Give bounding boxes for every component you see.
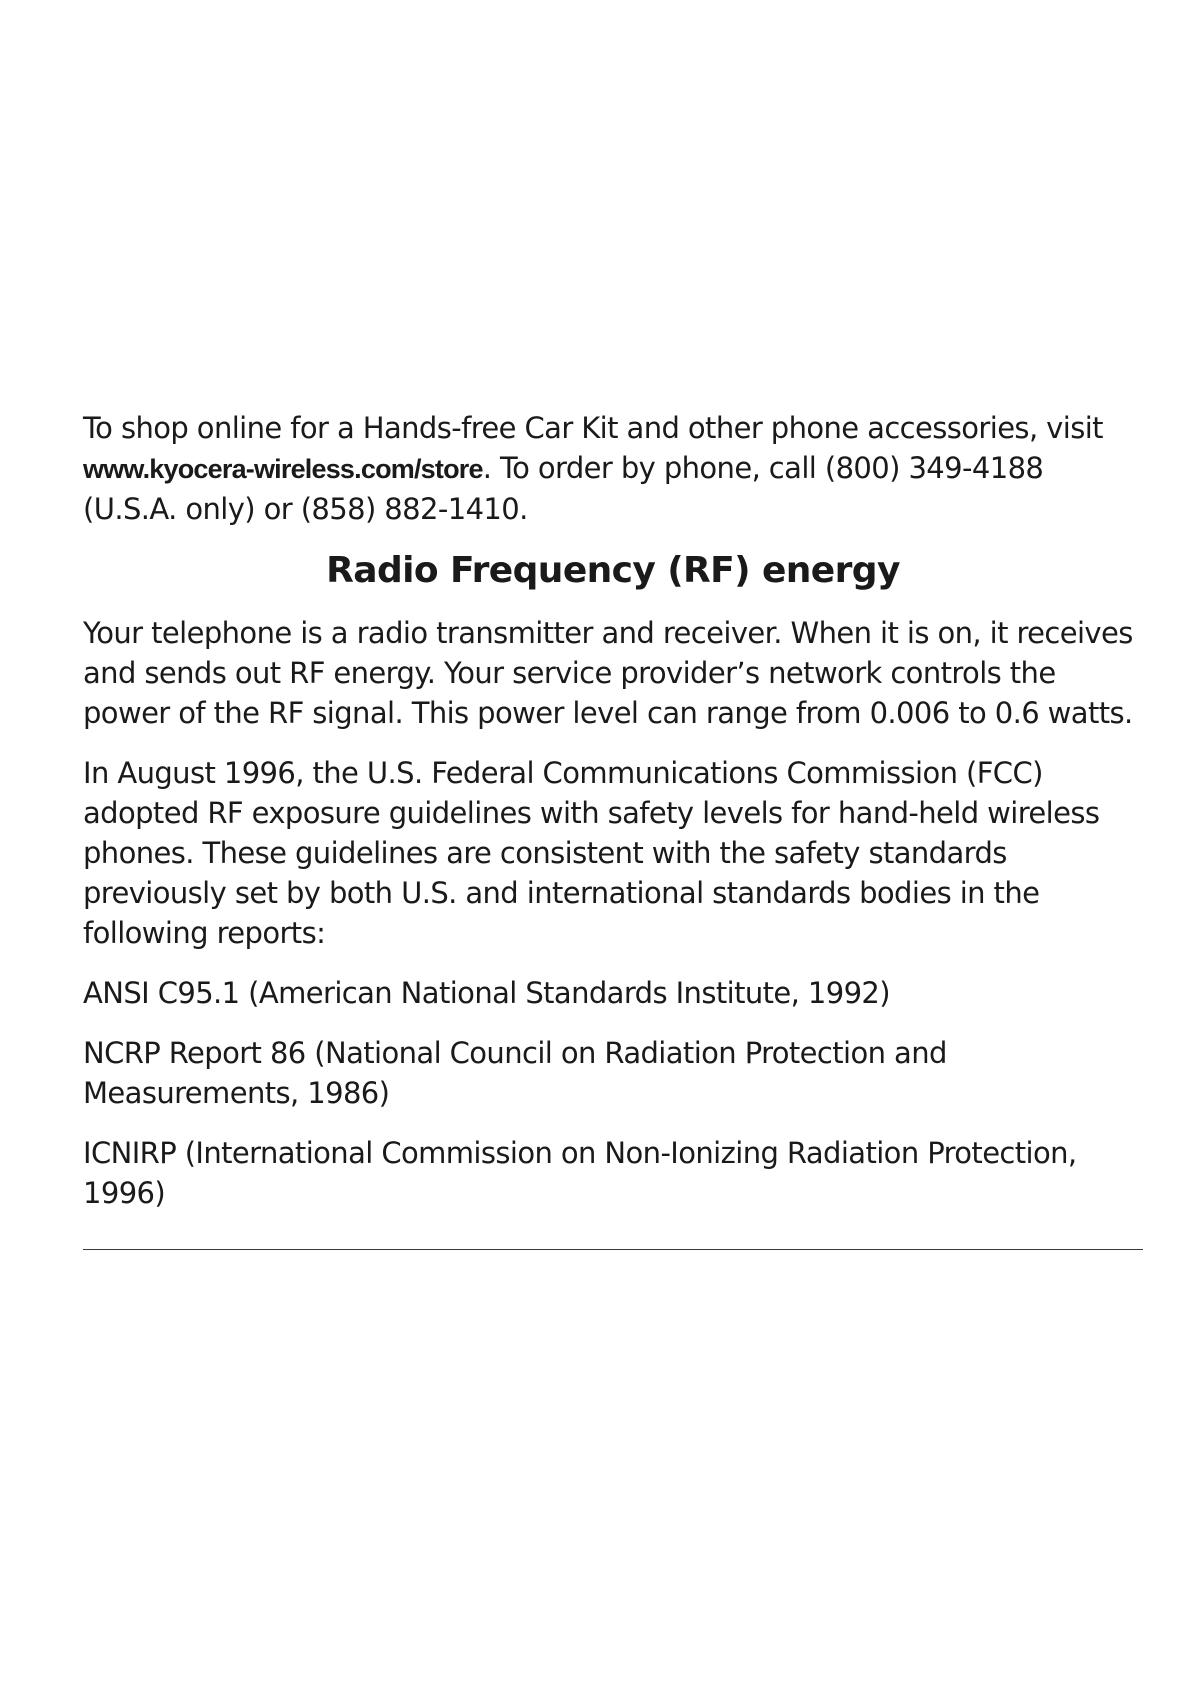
page-content (83, 408, 1143, 1233)
accessories-text-end: . To order by phone, call (800) 349-4188 (U.S.A. only) or (858) 882-1410. (83, 451, 1044, 526)
accessories-paragraph (83, 408, 1143, 529)
fcc-paragraph: In August 1996, the U.S. Federal Communications Commission (FCC) adopted RF exposure guidelines with safety levels for hand-held wireless phones. These guidelines are consistent with the safety standards previously set by both U.S. and international standards bodies in the following reports: (83, 756, 1100, 950)
section-heading: Radio Frequency (RF) energy (326, 550, 900, 591)
accessories-text-start: To shop online for a Hands-free Car Kit and other phone accessories, visit (83, 411, 1103, 445)
store-link[interactable]: www.kyocera-wireless.com/store (83, 454, 483, 484)
rf-paragraph: Your telephone is a radio transmitter and receiver. When it is on, it receives and sends out RF energy. Your service provider’s network controls the power of the RF signal. This power level can range from 0.006 to 0.6 watts. (83, 616, 1133, 730)
report-icnirp: ICNIRP (International Commission on Non-Ionizing Radiation Protection, 1996) (83, 1136, 1077, 1210)
report-ncrp: NCRP Report 86 (National Council on Radiation Protection and Measurements, 1986) (83, 1036, 947, 1110)
section-divider (83, 1249, 1143, 1250)
report-ansi: ANSI C95.1 (American National Standards Institute, 1992) (83, 976, 890, 1010)
